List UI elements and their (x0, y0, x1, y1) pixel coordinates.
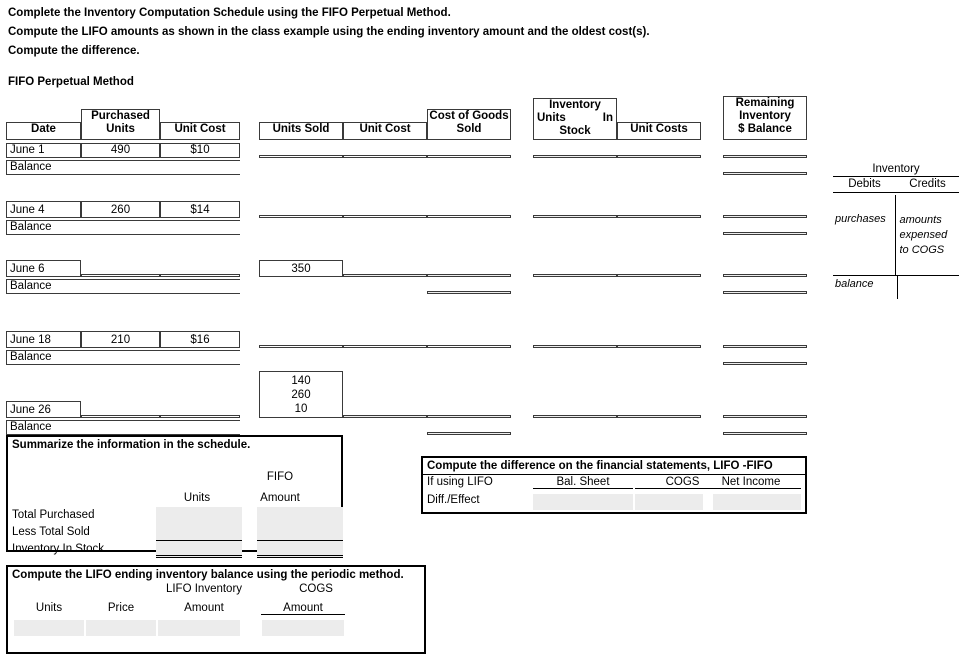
table-row (6, 235, 807, 277)
cell-inventory-units[interactable] (533, 140, 617, 158)
row5-units-sold-line2: 260 (291, 389, 311, 401)
cell-balance-remaining[interactable] (723, 158, 807, 175)
header-purchased-line1: Purchased (91, 110, 150, 122)
header-inventory-units: Units (537, 112, 566, 124)
cell-units-sold[interactable] (259, 140, 343, 158)
cell-purchased-units (81, 140, 160, 158)
cell-units-sold[interactable] (259, 294, 343, 348)
header-cogs-line2: Sold (456, 123, 482, 135)
header-purchased-line2: Units (106, 123, 135, 135)
cell-balance-inventory-blank (533, 418, 701, 435)
cell-balance-sold-blank (259, 158, 511, 175)
header-cell-units-sold (259, 90, 343, 140)
summarize-amount-less-total-sold-input[interactable] (257, 524, 343, 541)
cell-inventory-units[interactable] (533, 294, 617, 348)
lifo-periodic-title: Compute the LIFO ending inventory balance using the periodic method. (12, 569, 404, 581)
cell-cogs[interactable] (427, 235, 511, 277)
cell-balance-inventory-blank (533, 277, 701, 294)
t-account-credits-label: Credits (909, 178, 946, 190)
balance-row (6, 218, 807, 235)
table-row (6, 140, 807, 158)
t-account-column-headers (833, 177, 959, 193)
lifo-inventory-label: LIFO Inventory (165, 583, 243, 595)
cell-unit-cost-sold[interactable] (343, 175, 427, 218)
cell-balance-remaining[interactable] (723, 218, 807, 235)
cell-unit-cost[interactable] (160, 235, 240, 277)
balance-label-5: Balance (6, 420, 240, 435)
header-cogs-line1: Cost of Goods (429, 110, 509, 122)
cell-inventory-units[interactable] (533, 365, 617, 418)
difference-col-net-income: Net Income (701, 476, 801, 489)
cell-date (6, 140, 81, 158)
summarize-units-inventory-in-stock-input[interactable] (156, 541, 242, 558)
header-cell-remaining-inventory-balance (723, 90, 807, 140)
inventory-computation-schedule (6, 90, 807, 435)
difference-net-income-input[interactable] (713, 494, 801, 510)
cell-remaining-balance[interactable] (723, 140, 807, 158)
row5-units-sold-line3: 10 (294, 403, 308, 415)
cell-unit-cost[interactable] (160, 365, 240, 418)
cell-units-sold[interactable] (259, 175, 343, 218)
difference-col-bal-sheet: Bal. Sheet (533, 476, 633, 489)
summarize-amount-total-purchased-input[interactable] (257, 507, 343, 524)
row3-units-sold: 350 (259, 260, 343, 277)
table-row (6, 175, 807, 218)
balance-label-2: Balance (6, 220, 240, 235)
schedule-gap-3 (701, 90, 723, 140)
cell-cogs[interactable] (427, 140, 511, 158)
cell-balance-label (6, 348, 240, 365)
header-inventory-in: In (602, 112, 613, 124)
cell-balance-label (6, 277, 240, 294)
cell-balance-label (6, 158, 240, 175)
fifo-perpetual-method-caption: FIFO Perpetual Method (8, 76, 134, 88)
cell-balance-sold-blank (259, 418, 427, 435)
header-cell-unit-cost-purchase (160, 90, 240, 140)
cell-inventory-units[interactable] (533, 175, 617, 218)
difference-title: Compute the difference on the financial statements, LIFO -FIFO (423, 458, 805, 475)
t-account-title: Inventory (872, 163, 920, 175)
t-account-credit-line2: expensed (899, 229, 948, 241)
cell-balance-remaining[interactable] (723, 277, 807, 294)
difference-panel (421, 456, 807, 514)
lifo-units-label: Units (35, 602, 63, 614)
lifo-cogs-label: COGS (299, 583, 333, 595)
header-inventory-stock: Stock (559, 125, 591, 137)
lifo-periodic-grid (8, 583, 424, 649)
summarize-row-label-less-total-sold: Less Total Sold (12, 526, 90, 538)
instruction-line-1: Complete the Inventory Computation Schedule using the FIFO Perpetual Method. (8, 7, 451, 19)
row3-date: June 6 (6, 260, 81, 277)
cell-purchased-units (81, 175, 160, 218)
cell-date (6, 235, 81, 277)
row5-date: June 26 (6, 401, 81, 418)
row5-units-sold-line1: 140 (291, 375, 311, 387)
schedule-header-row (6, 90, 807, 140)
t-account-debits-label: Debits (848, 178, 881, 190)
balance-row (6, 348, 807, 365)
cell-purchased-units[interactable] (81, 365, 160, 418)
balance5-remaining-input[interactable] (723, 432, 807, 435)
summarize-row-label-total-purchased: Total Purchased (12, 509, 95, 521)
header-remaining-line3: $ Balance (738, 123, 792, 135)
cell-unit-cost-sold[interactable] (343, 140, 427, 158)
summarize-units-total-purchased-input[interactable] (156, 507, 242, 524)
table-row (6, 365, 807, 418)
summarize-amount-label: Amount (260, 492, 300, 504)
balance-label-1: Balance (6, 160, 240, 175)
lifo-inventory-amount-input[interactable] (158, 620, 240, 636)
cell-balance-cogs[interactable] (427, 418, 511, 435)
lifo-price-input[interactable] (86, 620, 156, 636)
lifo-cogs-amount-input[interactable] (262, 620, 344, 636)
header-cell-date (6, 90, 81, 140)
summarize-units-less-total-sold-input[interactable] (156, 524, 242, 541)
t-account-body (833, 195, 959, 275)
cell-date (6, 294, 81, 348)
header-remaining-line2: Inventory (739, 110, 791, 122)
cell-balance-remaining[interactable] (723, 348, 807, 365)
summarize-units-label: Units (183, 492, 211, 504)
schedule-gap-1 (240, 90, 259, 140)
t-account-credit-entry (896, 195, 960, 275)
row2-date: June 4 (6, 201, 81, 218)
balance-row (6, 158, 807, 175)
schedule-gap-2 (511, 90, 533, 140)
difference-cogs-input[interactable] (635, 494, 703, 510)
cell-units-sold (259, 365, 343, 418)
cell-inventory-units[interactable] (533, 235, 617, 277)
balance-row (6, 277, 807, 294)
summarize-amount-inventory-in-stock-input[interactable] (257, 541, 343, 558)
cell-unit-cost (160, 175, 240, 218)
t-account-balance-row (833, 275, 959, 299)
cell-balance-sold-blank (259, 218, 511, 235)
row4-unit-cost: $16 (160, 331, 240, 348)
summarize-title: Summarize the information in the schedule. (12, 439, 251, 451)
cell-balance-sold-blank (259, 348, 511, 365)
summarize-grid (8, 453, 341, 555)
cell-inventory-unit-costs[interactable] (617, 365, 701, 418)
cell-inventory-unit-costs[interactable] (617, 175, 701, 218)
cell-balance-label (6, 218, 240, 235)
row1-date: June 1 (6, 143, 81, 158)
cell-unit-cost-sold[interactable] (343, 294, 427, 348)
header-remaining-line1: Remaining (735, 97, 795, 109)
cell-balance-remaining[interactable] (723, 418, 807, 435)
cell-inventory-unit-costs[interactable] (617, 235, 701, 277)
balance-row (6, 418, 807, 435)
t-account-debit-entry: purchases (833, 195, 896, 275)
header-unit-cost-purchase: Unit Cost (174, 123, 226, 135)
inventory-t-account (833, 163, 959, 299)
cell-balance-inventory-blank (533, 348, 701, 365)
cell-unit-cost-sold[interactable] (343, 235, 427, 277)
cell-balance-label (6, 418, 240, 435)
lifo-cogs-amount-label: Amount (261, 602, 345, 615)
header-cell-inventory-unit-costs (617, 90, 701, 140)
cell-remaining-balance[interactable] (723, 294, 807, 348)
cell-unit-cost-sold[interactable] (343, 365, 427, 418)
cell-remaining-balance[interactable] (723, 365, 807, 418)
cell-date (6, 365, 81, 418)
header-unit-cost-sold: Unit Cost (359, 123, 411, 135)
difference-bal-sheet-input[interactable] (533, 494, 633, 510)
cell-inventory-unit-costs[interactable] (617, 294, 701, 348)
cell-remaining-balance[interactable] (723, 175, 807, 218)
row2-unit-cost: $14 (160, 201, 240, 218)
cell-unit-cost (160, 140, 240, 158)
cell-inventory-unit-costs[interactable] (617, 140, 701, 158)
header-cell-inventory-units-in-stock (533, 90, 617, 140)
cell-balance-sold-blank (259, 277, 427, 294)
lifo-units-input[interactable] (14, 620, 84, 636)
balance-label-3: Balance (6, 279, 240, 294)
header-cell-purchased-units (81, 90, 160, 140)
t-account-balance-credit-side (898, 276, 960, 299)
cell-unit-cost (160, 294, 240, 348)
lifo-price-label: Price (107, 602, 135, 614)
balance5-cogs-input[interactable] (427, 432, 511, 435)
lifo-inventory-amount-label: Amount (184, 602, 224, 614)
cell-purchased-units (81, 294, 160, 348)
difference-grid (423, 475, 805, 511)
row4-date: June 18 (6, 331, 81, 348)
cell-units-sold (259, 235, 343, 277)
balance-label-4: Balance (6, 350, 240, 365)
lifo-periodic-panel (6, 565, 426, 654)
row1-purchased-units: 490 (81, 143, 160, 158)
cell-purchased-units[interactable] (81, 235, 160, 277)
header-date: Date (31, 123, 56, 135)
cell-balance-cogs[interactable] (427, 277, 511, 294)
cell-cogs[interactable] (427, 175, 511, 218)
header-cell-cost-of-goods-sold (427, 90, 511, 140)
cell-cogs[interactable] (427, 294, 511, 348)
difference-col-cogs: COGS (635, 476, 730, 489)
instructions-block (8, 4, 868, 61)
cell-date (6, 175, 81, 218)
table-row (6, 294, 807, 348)
t-account-credit-line1: amounts (899, 214, 942, 226)
instruction-line-3: Compute the difference. (8, 45, 140, 57)
summarize-panel (6, 435, 343, 555)
row2-purchased-units: 260 (81, 201, 160, 218)
difference-row-label-diff-effect: Diff./Effect (427, 494, 480, 506)
header-cell-unit-cost-sold (343, 90, 427, 140)
difference-row-label-if-using-lifo: If using LIFO (427, 476, 493, 488)
t-account-balance-label: balance (833, 276, 898, 299)
header-inventory-unit-costs: Unit Costs (630, 123, 688, 135)
summarize-row-label-inventory-in-stock: Inventory In Stock (12, 543, 105, 555)
instruction-line-2: Compute the LIFO amounts as shown in the class example using the ending inventory amount and the oldest cost(s). (8, 26, 650, 38)
cell-remaining-balance[interactable] (723, 235, 807, 277)
t-account-credit-line3: to COGS (899, 244, 945, 256)
header-inventory-line1: Inventory (549, 99, 601, 111)
cell-balance-inventory-blank (533, 218, 701, 235)
header-units-sold: Units Sold (272, 123, 330, 135)
summarize-fifo-label: FIFO (266, 471, 294, 483)
row4-purchased-units: 210 (81, 331, 160, 348)
cell-cogs[interactable] (427, 365, 511, 418)
cell-balance-inventory-blank (533, 158, 701, 175)
row1-unit-cost: $10 (160, 143, 240, 158)
